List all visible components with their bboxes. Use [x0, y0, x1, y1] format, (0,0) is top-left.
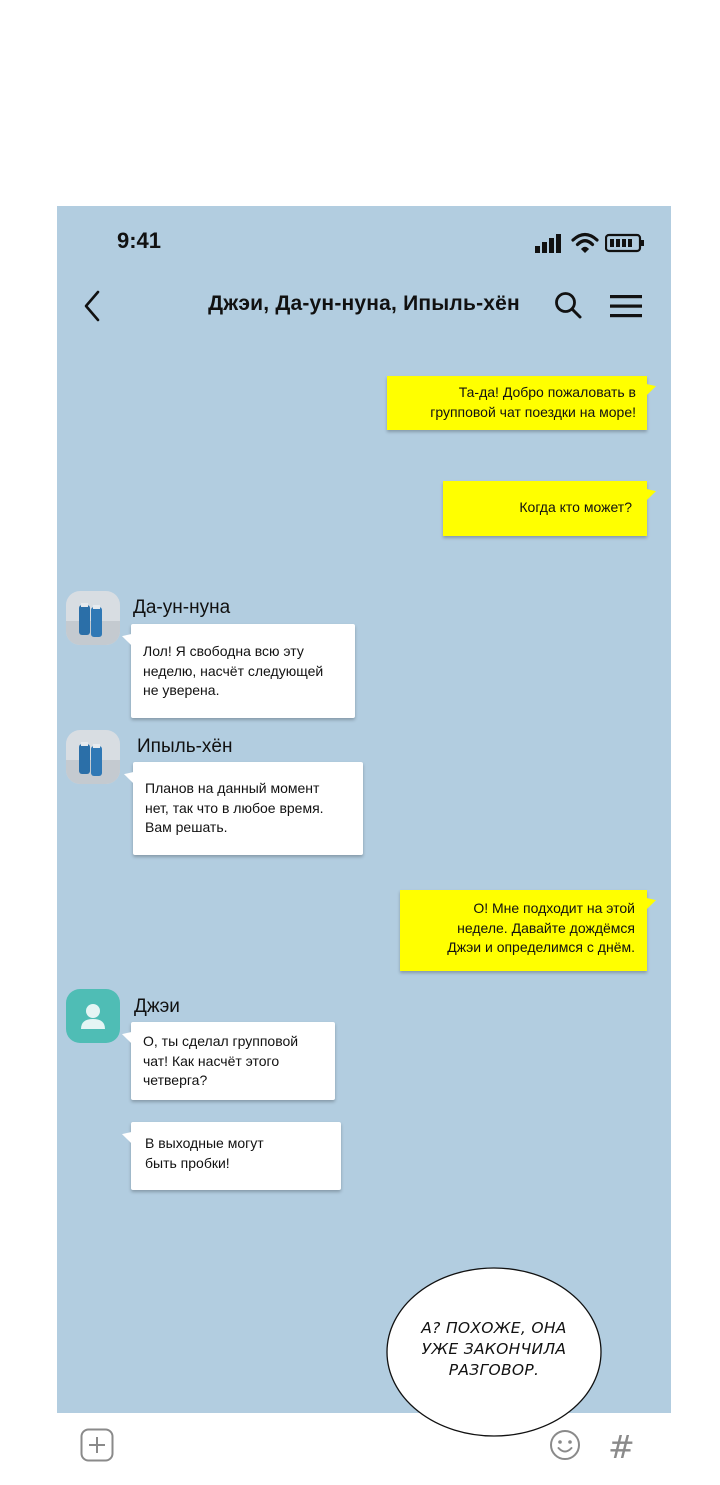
- status-icons: [535, 232, 645, 254]
- message-bubble-in: [131, 1122, 341, 1190]
- message-text: О, ты сделал групповой чат! Как насчёт этого четверга?: [143, 1033, 299, 1088]
- message-bubble-in: [131, 624, 355, 718]
- emoji-icon[interactable]: [549, 1429, 581, 1461]
- message-text: О! Мне подходит на этой неделе. Давайте дождёмся Джэи и определимся с днём.: [447, 900, 635, 955]
- avatar-daun[interactable]: [66, 591, 120, 645]
- menu-icon[interactable]: [609, 292, 643, 320]
- message-bubble-out: [387, 376, 647, 430]
- sender-name: Джэи: [134, 996, 180, 1017]
- message-text: Лол! Я свободна всю эту неделю, насчёт следующей не уверена.: [143, 643, 324, 698]
- status-time: 9:41: [117, 228, 162, 253]
- message-text: В выходные могут быть пробки!: [145, 1135, 264, 1171]
- wifi-icon: [571, 232, 599, 254]
- hash-icon[interactable]: #: [608, 1428, 635, 1466]
- speech-text: А? ПОХОЖЕ, ОНА УЖЕ ЗАКОНЧИЛА РАЗГОВОР.: [421, 1319, 567, 1379]
- signal-icon: [535, 233, 565, 253]
- message-text: Планов на данный момент нет, так что в любое время. Вам решать.: [145, 780, 324, 835]
- avatar-jei[interactable]: [66, 989, 120, 1043]
- plus-icon[interactable]: [80, 1428, 114, 1462]
- chat-screen: [57, 206, 671, 1413]
- message-text: Та-да! Добро пожаловать в групповой чат поездки на море!: [430, 384, 636, 420]
- chat-title: Джэи, Да-ун-нуна, Ипыль-хён: [208, 292, 520, 315]
- sender-name: Да-ун-нуна: [133, 597, 231, 618]
- speech-balloon: [385, 1266, 603, 1438]
- message-bubble-in: [133, 762, 363, 855]
- avatar-ipyl[interactable]: [66, 730, 120, 784]
- battery-icon: [605, 233, 645, 253]
- sender-name: Ипыль-хён: [137, 736, 233, 757]
- message-bubble-out: [400, 890, 647, 971]
- message-bubble-in: [131, 1022, 335, 1100]
- message-text: Когда кто может?: [519, 499, 632, 515]
- search-icon[interactable]: [553, 290, 583, 320]
- message-bubble-out: [443, 481, 647, 536]
